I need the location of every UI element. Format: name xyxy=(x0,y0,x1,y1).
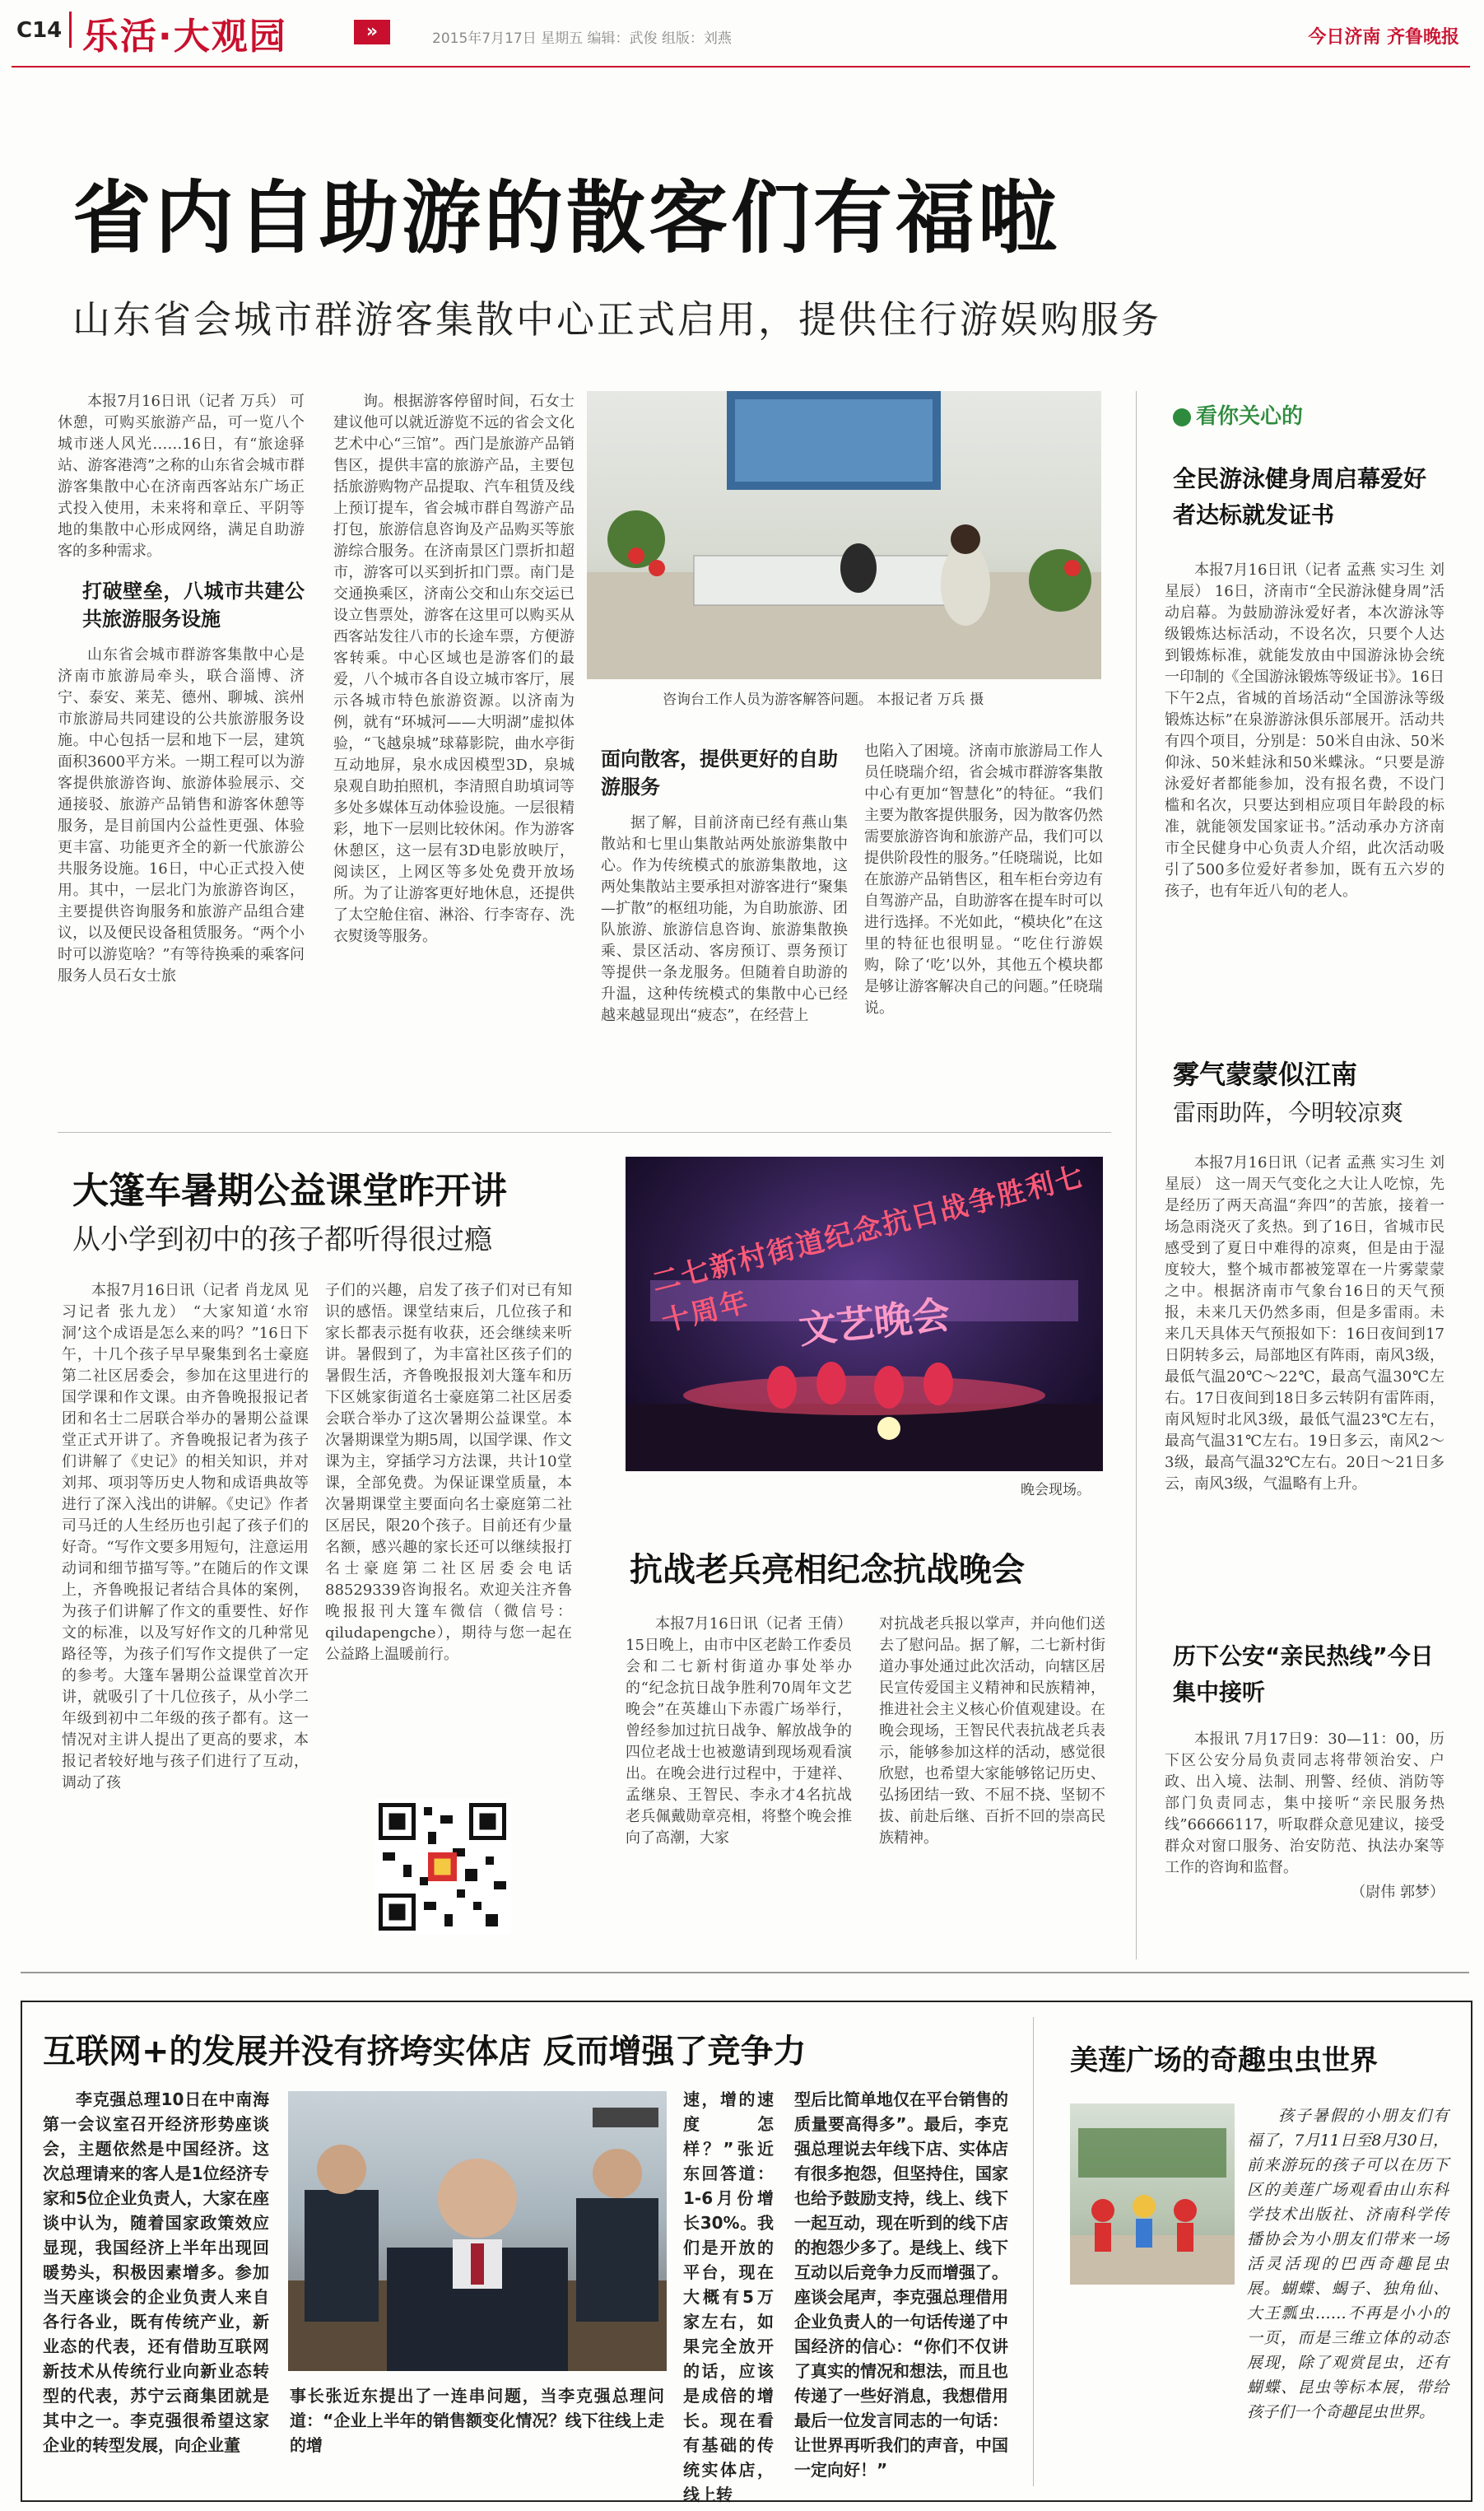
police-byline: （尉伟 郭梦） xyxy=(1351,1884,1444,1901)
main-subhead-1: 打破壁垒，八城市共建公共旅游服务设施 xyxy=(82,580,305,631)
paragraph: 本报7月16日讯（记者 孟燕 实习生 刘星辰） 这一周天气变化之大让人吃惊，先是经历了两天高温“奔四”的苦旅，接着一场急雨浇灭了炙热。到了16日，省城市民感受到了夏日中难得的凉爽，但是由于湿度较大，整个城市都被笼罩在一片雾蒙蒙之中。根据济南市气象台16日的天气预报，未来几天仍然多雨，但是多雷雨。未来几天具体天气预报如下：16日夜间到17日阴转多云，局部地区有阵雨，南风3级，最低气温20℃～22℃，最高气温30℃左右。17日夜间到18日多云转阴有雷阵雨，南风短时北风3级，最低气温23℃左右，最高气温31℃左右。19日多云，南风2～3级，最高气温32℃左右。20日～21日多云，南风3级，气温略有上升。 xyxy=(1165,1154,1444,1493)
sidebar-tag xyxy=(1173,399,1303,430)
fog-article xyxy=(1165,1153,1444,1495)
gala-stage-text: 文艺晚会 xyxy=(796,1292,952,1353)
main-headline: 省内自助游的散客们有福啦 xyxy=(72,172,1060,264)
bottom-rule xyxy=(21,1972,1469,1973)
kids-column-1 xyxy=(62,1280,309,1939)
bottom-photo-caption xyxy=(290,2383,664,2457)
insect-photo xyxy=(1070,2103,1235,2285)
paragraph: 型后比简单地仅在平台销售的质量要高得多”。最后，李克强总理说去年线下店、实体店有很多抱怨，但坚持住，国家也给予鼓励支持，线上、线下一起互动，现在听到的线下店的抱怨少多了。是线上、线下互动以后竞争力反而增强了。座谈会尾声，李克强总理借用企业负责人的一句话传递了中国经济的信心：“你们不仅讲了真实的情况和想法，而且也传递了一些好消息，我想借用最后一位发言同志的一句话：让世界再听我们的声音，中国一定向好！” xyxy=(794,2089,1008,2480)
main-column-4 xyxy=(864,741,1103,1019)
photo-scene xyxy=(587,391,1101,679)
gala-photo xyxy=(626,1157,1103,1471)
paragraph: 本报讯 7月17日9：30—11：00，历下区公安分局负责同志将带领治安、户政、出入境、法制、刑警、经侦、消防等部门负责同志，集中接听“亲民服务热线”66666117，听取群众意见建议，接受群众对窗口服务、治安防范、执法办案等工作的咨询和监督。 xyxy=(1165,1731,1444,1876)
paragraph: 也陷入了困境。济南市旅游局工作人员任晓瑞介绍，省会城市群游客集散中心有更加“智慧化”的特征。“我们主要为散客提供服务，因为散客仍然需要旅游咨询和旅游产品，我们可以提供阶段性的服务。”任晓瑞说，比如在旅游产品销售区，租车柜台旁边有自驾游产品，自助游客在提车时可以进行选择。不光如此，“模块化”在这里的特征也很明显。“吃住行游娱购，除了‘吃’以外，其他五个模块都是够让游客解决自己的问题。”任晓瑞说。 xyxy=(864,743,1103,1017)
issue-meta: 2015年7月17日 星期五 编辑：武俊 组版：刘燕 xyxy=(432,30,732,47)
gala-column-1 xyxy=(626,1614,852,1849)
meeting-scene xyxy=(288,2091,667,2371)
fog-subheadline: 雷雨助阵，今明较凉爽 xyxy=(1173,1099,1404,1126)
paragraph: 山东省会城市群游客集散中心是济南市旅游局牵头，联合淄博、济宁、泰安、莱芜、德州、聊城、滨州市旅游局共同建设的公共旅游服务设施。中心包括一层和地下一层，建筑面积3600平方米。一期工程可以为游客提供旅游咨询、旅游体验展示、交通接驳、旅游产品销售和游客休憩等服务，是目前国内公益性更强、体验更丰富、功能更齐全的新一代旅游公共服务设施。16日，中心正式投入使用。其中，一层北门为旅游咨询区，主要提供咨询服务和旅游产品组合建议，以及便民设备租赁服务。“两个小时可以游览啥？”有等待换乘的乘客问服务人员石女士旅 xyxy=(58,646,305,985)
gala-banner-text: 二七新村街道纪念抗日战争胜利七十周年 xyxy=(649,1159,1088,1339)
kids-column-2 xyxy=(325,1280,572,1782)
insect-headline: 美莲广场的奇趣虫虫世界 xyxy=(1070,2044,1378,2077)
paragraph: 子们的兴趣，启发了孩子们对已有知识的感悟。课堂结束后，几位孩子和家长都表示挺有收获，还会继续来听讲。暑假到了，为丰富社区孩子们的暑假生活，齐鲁晚报报刘大篷车和历下区姚家街道名士豪庭第二社区居委会联合举办了这次暑期公益课堂。本次暑期课堂为期5周，以国学课、作文课为主，穿插学习方法课，共计10堂课，全部免费。为保证课堂质量，本次暑期课堂主要面向名士豪庭第二社区居民，限20个孩子。目前还有少量名额，感兴趣的家长还可以继续报打名士豪庭第二社区居委会电话88529339咨询报名。欢迎关注齐鲁晚报报刊大篷车微信（微信号：qiludapengche），期待与您一起在公益路上温暖前行。 xyxy=(325,1282,572,1663)
main-photo xyxy=(587,391,1101,679)
police-headline: 历下公安“亲民热线”今日集中接听 xyxy=(1173,1642,1434,1706)
main-subheadline: 山东省会城市群游客集散中心正式启用，提供住行游娱购服务 xyxy=(72,297,1161,342)
paper-masthead: 今日济南 齐鲁晚报 xyxy=(1308,27,1459,48)
kids-headline: 大篷车暑期公益课堂昨开讲 xyxy=(72,1170,507,1212)
sidebar-tag-label: 看你关心的 xyxy=(1196,404,1304,429)
paragraph: 本报7月16日讯（记者 肖龙凤 见习记者 张九龙） “大家知道‘水帘洞’这个成语是怎么来的吗？”16日下午，十几个孩子早早聚集到名士豪庭第二社区居委会，参加在这里进行的国学课和作文课。由齐鲁晚报报记者团和名士二居联合举办的暑期公益课堂正式开讲了。齐鲁晚报记者为孩子们讲解了《史记》的相关知识，并对刘邦、项羽等历史人物和成语典故等进行了深入浅出的讲解。《史记》作者司马迁的人生经历也引起了孩子们的好奇。“写作文要多用短句，注意运用动词和细节描写等。”在随后的作文课上，齐鲁晚报记者结合具体的案例，为孩子们讲解了作文的重要性、好作文的标准，以及写好作文的几种常见路径等，为孩子们写作文提供了一定的参考。大篷车暑期公益课堂首次开讲，就吸引了十几位孩子，从小学二年级到初中二年级的孩子都有。这一情况对主讲人提出了更高的要求，本报记者较好地与孩子们进行了互动，调动了孩 xyxy=(62,1282,309,1791)
paragraph: 本报7月16日讯（记者 孟燕 实习生 刘星辰） 16日，济南市“全民游泳健身周”活动启幕。为鼓励游泳爱好者，本次游泳等级锻炼达标活动，不设名次，只要个人达到锻炼标准，就能发放由中国游泳协会统一印制的《全国游泳锻炼等级证书》。16日下午2点，省城的首场活动“全国游泳等级锻炼达标”在泉游游泳俱乐部展开。活动共有四个项目，分别是：50米自由泳、50米仰泳、50米蛙泳和50米蝶泳。“只要是游泳爱好者都能参加，没有报名费，不设门槛和名次，只要达到相应项目年龄段的标准，就能领发国家证书。”活动承办方济南市全民健身中心负责人介绍，此次活动吸引了500多位爱好者参加，既有五六岁的孩子，也有年近八旬的老人。 xyxy=(1165,561,1444,900)
section-title: 乐活·大观园 xyxy=(82,16,287,58)
paragraph: 本报7月16日讯（记者 万兵） 可休憩，可购买旅游产品，可一览八个城市迷人风光……16日，有“旅途驿站、游客港湾”之称的山东省会城市群游客集散中心在济南西客站东广场正式投入使用，未来将和章丘、平阴等地的集散中心形成网络，满足自助游客的多种需求。 xyxy=(58,393,305,560)
paragraph: 李克强总理10日在中南海第一会议室召开经济形势座谈会，主题依然是中国经济。这次总理请来的客人是1位经济专家和5位企业负责人，大家在座谈中认为，随着国家政策效应显现，我国经济上半年出现回暖势头，积极因素增多。参加当天座谈会的企业负责人来自各行各业，既有传统产业，新业态的代表，还有借助互联网新技术从传统行业向新业态转型的代表，苏宁云商集团就是其中之一。李克强很希望这家企业的转型发展，向企业董 xyxy=(43,2089,269,2455)
fog-headline: 雾气蒙蒙似江南 xyxy=(1173,1059,1358,1090)
kids-subheadline: 从小学到初中的孩子都听得很过瘾 xyxy=(72,1223,492,1256)
gala-photo-caption: 晚会现场。 xyxy=(1021,1482,1091,1498)
qr-code xyxy=(374,1799,510,1935)
swim-headline: 全民游泳健身周启幕爱好者达标就发证书 xyxy=(1173,465,1427,529)
paragraph: 本报7月16日讯（记者 王倩） 15日晚上，由市中区老龄工作委员会和二七新村街道办事处举办的“纪念抗日战争胜利70周年文艺晚会”在英雄山下赤霞广场举行，曾经参加过抗日战争、解放战争的四位老战士也被邀请到现场观看演出。在晚会进行过程中，于建祥、孟继泉、王智民、李永才4名抗战老兵佩戴勋章亮相，将整个晚会推向了高潮，大家 xyxy=(626,1615,852,1847)
insect-article-top xyxy=(1247,2103,1449,2421)
paragraph: 事长张近东提出了一连串问题，当李克强总理问道：“企业上半年的销售额变化情况？线下往线上走的增 xyxy=(290,2386,664,2455)
bottom-headline: 互联网+的发展并没有挤垮实体店 反而增强了竞争力 xyxy=(43,2033,807,2071)
main-photo-caption: 咨询台工作人员为游客解答问题。 本报记者 万兵 摄 xyxy=(663,692,984,708)
paragraph: 孩子暑假的小朋友们有福了，7月11日至8月30日，前来游玩的孩子可以在历下区的美莲广场观看由山东科学技术出版社、济南科学传播协会为小朋友们带来一场活灵活现的巴西奇趣昆虫展。蝴蝶、蝎子、独角仙、大王瓢虫……不再是小小的一页，而是三维立体的动态展现，除了观赏昆虫，还有蝴蝶、昆虫等标本展，带给孩子们一个奇趣昆虫世界。 xyxy=(1247,2107,1449,2421)
sidebar-divider xyxy=(1136,391,1137,1959)
bottom-photo xyxy=(288,2091,667,2371)
paragraph: 据了解，目前济南已经有燕山集散站和七里山集散站两处旅游集散中心。作为传统模式的旅游集散地，这两处集散站主要承担对游客进行“聚集—扩散”的枢纽功能，为自助旅游、团队旅游、旅游信息咨询、旅游集散换乘、景区活动、客房预订、票务预订等提供一条龙服务。但随着自助游的升温，这种传统模式的集散中心已经越来越显现出“疲态”，在经营上 xyxy=(601,814,848,1024)
main-column-3 xyxy=(601,745,848,1027)
header-divider xyxy=(69,12,72,48)
qr-pattern xyxy=(374,1799,510,1935)
section-arrow-icon: » xyxy=(354,20,390,44)
gala-column-2 xyxy=(879,1614,1105,1849)
paragraph: 对抗战老兵报以掌声，并向他们送去了慰问品。据了解，二七新村街道办事处通过此次活动，向辖区居民宣传爱国主义精神和民族精神，推进社会主义核心价值观建设。在晚会现场，王智民代表抗战老兵表示，能够参加这样的活动，感觉很欣慰，也希望大家能够铭记历史、弘扬团结一致、不屈不挠、坚韧不拔、前赴后继、百折不回的崇高民族精神。 xyxy=(879,1615,1105,1847)
paragraph: 询。根据游客停留时间，石女士建议他可以就近游览不远的省会文化艺术中心“三馆”。西门是旅游产品销售区，提供丰富的旅游产品，主要包括旅游购物产品提取、汽车租赁及线上预订提车，省会城市群自驾游产品打包，旅游信息咨询及产品购买等旅游综合服务。在济南景区门票折扣超市，游客可以买到折扣门票。南门是交通换乘区，济南公交和山东交运已设立售票处，游客在这里可以购买从西客站发往八市的长途车票，方便游客转乘。中心区域也是游客们的最爱，八个城市各自设立城市客厅，展示各城市特色旅游资源。以济南为例，就有“环城河——大明湖”虚拟体验，“飞越泉城”球幕影院，曲水亭街互动地屏，泉水成因模型3D，泉城泉观自助拍照机，李清照自助填词等多处多媒体互动体验设施。一层很精彩，地下一层则比较休闲。作为游客休憩区，这一层有3D电影放映厅，阅读区，上网区等多处免费开放场所。为了让游客更好地休息，还提供了太空舱住宿、淋浴、行李寄存、洗衣熨烫等服务。 xyxy=(333,393,575,945)
gala-headline: 抗战老兵亮相纪念抗战晚会 xyxy=(630,1551,1025,1589)
bottom-column-1 xyxy=(43,2087,269,2490)
main-column-2 xyxy=(333,391,575,1132)
main-column-1 xyxy=(58,391,305,987)
paragraph: 速，增的速度怎样？”张近东回答道：1-6月份增长30%。我们是开放的平台，现在大概有5万家左右，如果完全放开的话，应该是成倍的增长。现在看有基础的传统实体店，线上转 xyxy=(683,2089,774,2504)
mall-scene xyxy=(1070,2103,1235,2285)
bottom-column-4 xyxy=(794,2087,1008,2482)
header-rule xyxy=(12,66,1470,68)
page-number: C14 xyxy=(16,18,63,43)
main-subhead-2: 面向散客，提供更好的自助游服务 xyxy=(601,748,838,799)
section-divider xyxy=(58,1132,1111,1133)
police-article xyxy=(1165,1729,1444,1903)
swim-article xyxy=(1165,560,1444,902)
bottom-column-3 xyxy=(683,2087,774,2504)
green-dot-icon xyxy=(1173,408,1191,426)
bottom-divider xyxy=(1033,2017,1034,2486)
